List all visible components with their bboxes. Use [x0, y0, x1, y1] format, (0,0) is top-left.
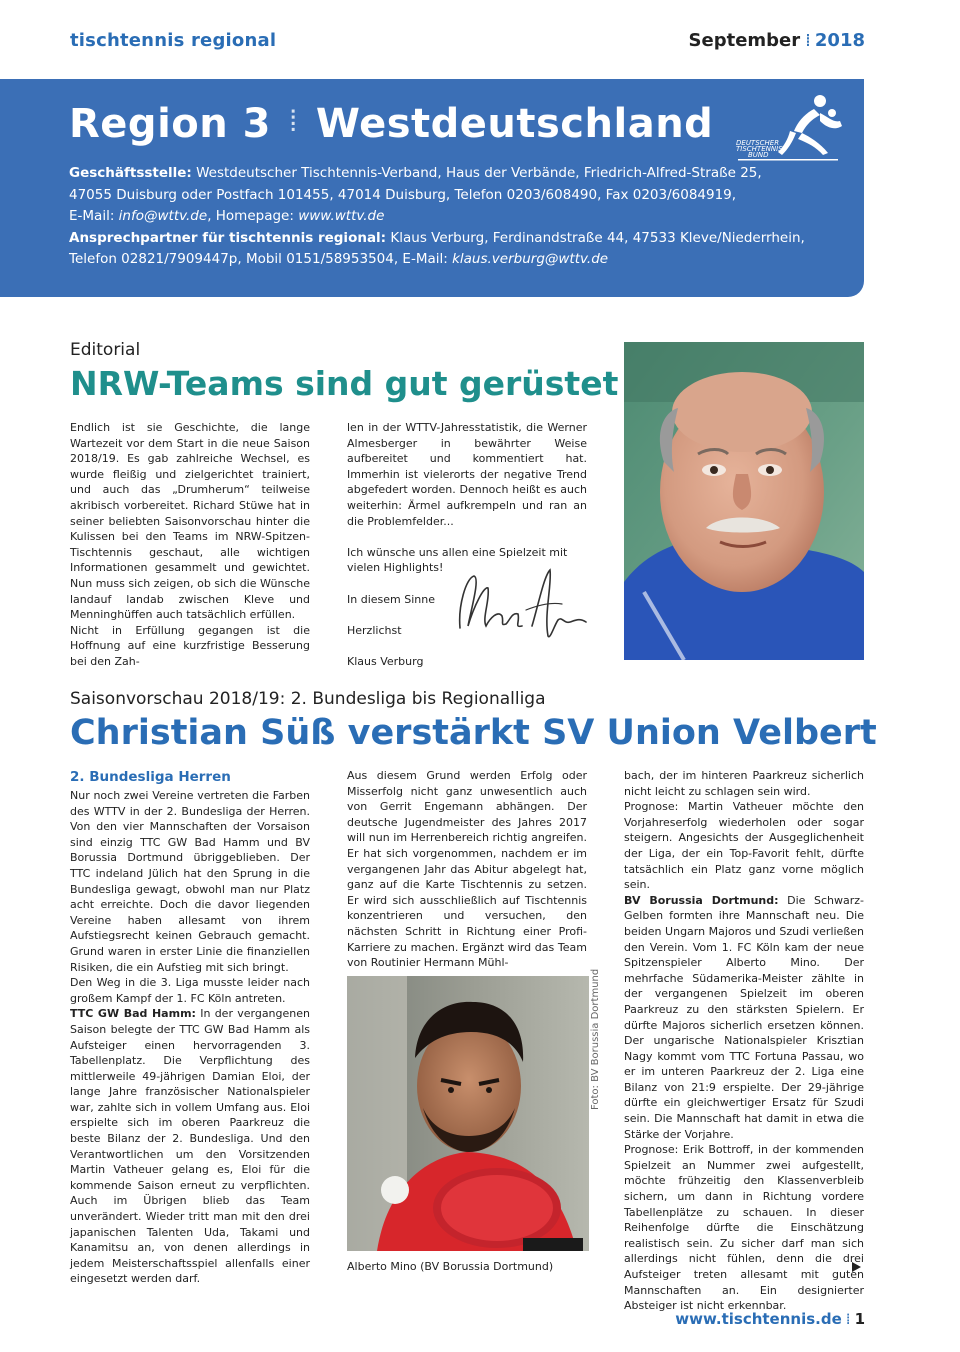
article-subhead: 2. Bundesliga Herren	[70, 769, 231, 785]
page-footer	[675, 1310, 865, 1328]
article-paragraph: BV Borussia Dortmund: Die Schwarz-Gelben formten ihre Mannschaft neu. Die beiden Ungarn Majoros und Szudi verließen den Verein. Vom 1. FC Köln kam der neue Spitzenspieler Alberto Mino. Der mehrfache Südamerika-Meister zählte in der vergangenen Spielzeit im oberen Paarkreuz zu den stärksten Spielern. Er dürfte Majoros sicherlich ersetzen können. Der ungarische Nationalspieler Krisztian Nagy kommt vom TTC Fortuna Passau, wo er im unteren Paarkreuz der 2. Liga eine Bilanz von 21:9 erspielte. Der 29-jährige dürfte ein gleichwertiger Ersatz für Szudi sein. Die Mannschaft hat damit in etwa die Stärke der Vorjahre.	[624, 893, 864, 1141]
contact-line-2: Telefon 02821/7909447p, Mobil 0151/58953504, E-Mail: klaus.verburg@wttv.de	[69, 251, 609, 268]
region-number: Region 3	[69, 101, 271, 147]
article-label: Saisonvorschau 2018/19: 2. Bundesliga bis Regionalliga	[70, 689, 546, 709]
editorial-author: Klaus Verburg	[347, 654, 424, 668]
club-heading: BV Borussia Dortmund:	[624, 893, 779, 907]
separator: ⁞	[845, 1310, 851, 1328]
contact-info	[69, 163, 849, 271]
editorial-label: Editorial	[70, 340, 141, 360]
contact-label: Ansprechpartner für tischtennis regional:	[69, 229, 387, 246]
article-column-2	[347, 768, 587, 971]
editorial-title: NRW-Teams sind gut gerüstet	[70, 364, 619, 403]
editorial-regards: Herzlichst	[347, 623, 402, 637]
separator: ⁞	[805, 30, 810, 51]
office-line-2: 47055 Duisburg oder Postfach 101455, 47014 Duisburg, Telefon 0203/608490, Fax 0203/6084919,	[69, 186, 737, 203]
page-number: 1	[854, 1310, 865, 1328]
article-paragraph: Prognose: Erik Bottroff, in der kommenden Spielzeit an Nummer zwei aufgestellt, möchte frühzeitig den Klassenverbleib sichern, um dann in Richtung vordere Tabellenplätze zu schauen. In dieser Reihenfolge dürfte die Einschätzung realistisch sein. Zu sicher darf man sich allerdings nicht fühlen, denn die drei Aufsteiger treten allesamt mit guten Mannschaften an. Ein designierter Absteiger ist nicht erkennbar.	[624, 1143, 864, 1313]
article-column-3	[624, 768, 864, 1314]
article-paragraph: Prognose: Martin Vatheuer möchte den Vorjahreserfolg wiederholen oder sogar steigern. Angesichts der Ausgeglichenheit der Liga, der ein Top-Favorit fehlt, dürfte tatsächlich ein Platz ganz vorne möglich sein.	[624, 800, 864, 892]
page-header	[70, 30, 865, 56]
dttb-logo-icon	[728, 91, 848, 171]
office-label: Geschäftsstelle:	[69, 165, 192, 181]
homepage-link[interactable]: www.wttv.de	[298, 208, 385, 225]
article-paragraph: bach, der im hinteren Paarkreuz sicherlich nicht leicht zu schlagen sein wird.	[624, 769, 864, 798]
office-line-1: Geschäftsstelle: Westdeutscher Tischtennis-Verband, Haus der Verbände, Friedrich-Alfred-Straße 25,	[69, 165, 762, 181]
editorial-wish: Ich wünsche uns allen eine Spielzeit mit vielen Highlights!	[347, 545, 568, 575]
author-portrait-image	[624, 342, 864, 660]
logo-text-line3: BUND	[748, 151, 769, 159]
article-paragraph: TTC GW Bad Hamm: In der vergangenen Saison belegte der TTC GW Bad Hamm als Aufsteiger einen hervorragenden 3. Tabellenplatz. Die Verpflichtung des mittlerweile 49-jährigen Damian Eloi, der lange Jahre französischer Nationalspieler war, zahlte sich in vollem Umfang aus. Eloi erspielte sich im oberen Paarkreuz die beste Bilanz der 2. Bundesliga. Und den Verantwortlichen um den Vorsitzenden Martin Vatheuer gelang es, Eloi für die kommende Saison erneut zu verpflichten. Auch im Übrigen blieb das Team unverändert. Wieder tritt man mit den drei japanischen Talenten Uda, Takami und Kanamitsu an, von denen allerdings in jedem Meisterschaftsspiel allenfalls einer eingesetzt werden darf.	[70, 1007, 310, 1286]
office-line-3: E-Mail: info@wttv.de, Homepage: www.wttv.de	[69, 208, 385, 225]
editorial-column-1	[70, 420, 310, 670]
issue-year: 2018	[814, 30, 865, 51]
article-paragraph: Nur noch zwei Vereine vertreten die Farben des WTTV in der 2. Bundesliga der Herren. Von den vier Mannschaften der Vorsaison sind einzig TTC GW Bad Hamm und BV Borussia Dortmund übriggeblieben. Der TTC indeland Jülich hat den Sprung in die Bundesliga gewagt, obwohl man nur Platz acht erreichte. Doch die davor liegenden Vereine haben allesamt von ihrem Aufstiegsrecht keinen Gebrauch gemacht. Grund waren in erster Linie die finanziellen Risiken, die ein Aufstieg mit sich bringt.	[70, 789, 310, 974]
section-label: tischtennis regional	[70, 30, 277, 51]
footer-url-link[interactable]: www.tischtennis.de	[675, 1310, 842, 1328]
continue-arrow-icon	[852, 1262, 861, 1272]
contact-email-link[interactable]: klaus.verburg@wttv.de	[452, 251, 609, 268]
club-heading: TTC GW Bad Hamm:	[70, 1007, 196, 1021]
editorial-closing: In diesem Sinne	[347, 592, 435, 606]
logo-text-line2: TISCHTENNIS	[736, 145, 783, 153]
separator: ⁞	[289, 104, 298, 139]
editorial-paragraph: Nicht in Erfüllung gegangen ist die Hoffnung auf eine kurzfristige Besserung bei den Zah-	[70, 623, 310, 668]
player-photo-image	[347, 976, 589, 1251]
article-title: Christian Süß verstärkt SV Union Velbert	[70, 713, 877, 753]
article-paragraph: Den Weg in die 3. Liga musste leider nach großem Kampf der 1. FC Köln antreten.	[70, 976, 310, 1005]
photo-credit: Foto: BV Borussia Dortmund	[590, 968, 601, 1110]
article-paragraph: Aus diesem Grund werden Erfolg oder Misserfolg nicht ganz unwesentlich auch von Gerrit Engemann abhängen. Der deutsche Jugendmeister des Jahres 2017 will nun im Herrenbereich richtig angreifen. Er hat sich vorgenommen, nachdem er im vergangenen Jahr das Abitur abgelegt hat, ganz auf die Karte Tischtennis zu setzen. Er wird sich ausschließlich auf Tischtennis konzentrieren und versuchen, den nächsten Schritt in Richtung einer Profi-Karriere zu machen. Ergänzt wird das Team von Routinier Hermann Mühl-	[347, 769, 587, 970]
issue-date	[689, 30, 865, 51]
logo-text-line1: DEUTSCHER	[736, 139, 780, 147]
editorial-paragraph: Endlich ist sie Geschichte, die lange Wartezeit vor dem Start in die neue Saison 2018/19. Es gab zahlreiche Wechsel, es wurde fleißig und zielgerichtet trainiert, und auch das „Drumherum“ teilweise akribisch vorbereitet. Richard Stüwe hat in seiner beliebten Saisonvorschau hinter die Kulissen bei den Teams im NRW-Spitzen-Tischtennis geschaut, alle wichtigen Informationen gesammelt und gewichtet. Nun muss sich zeigen, ob sich die Wünsche landauf landab zwischen Kleve und Menninghüffen auch tatsächlich erfüllen.	[70, 421, 310, 622]
contact-line-1: Ansprechpartner für tischtennis regional: Klaus Verburg, Ferdinandstraße 44, 47533 Kleve/Niederrhein,	[69, 229, 805, 246]
editorial-paragraph: len in der WTTV-Jahresstatistik, die Werner Almesberger in bewährter Weise aufbereitet und kommentiert hat. Immerhin ist vielerorts der negative Trend abgefedert worden. Dennoch heißt es auch weiterhin: Ärmel aufkrempeln und ran an die Problemfelder...	[347, 421, 587, 528]
article-column-1	[70, 768, 310, 1287]
office-email-link[interactable]: info@wttv.de	[118, 208, 208, 225]
region-name: Westdeutschland	[315, 101, 714, 147]
issue-month: September	[688, 30, 801, 51]
region-banner	[0, 79, 864, 297]
signature-image	[452, 566, 592, 646]
region-title	[69, 101, 713, 147]
photo-caption: Alberto Mino (BV Borussia Dortmund)	[347, 1260, 554, 1273]
